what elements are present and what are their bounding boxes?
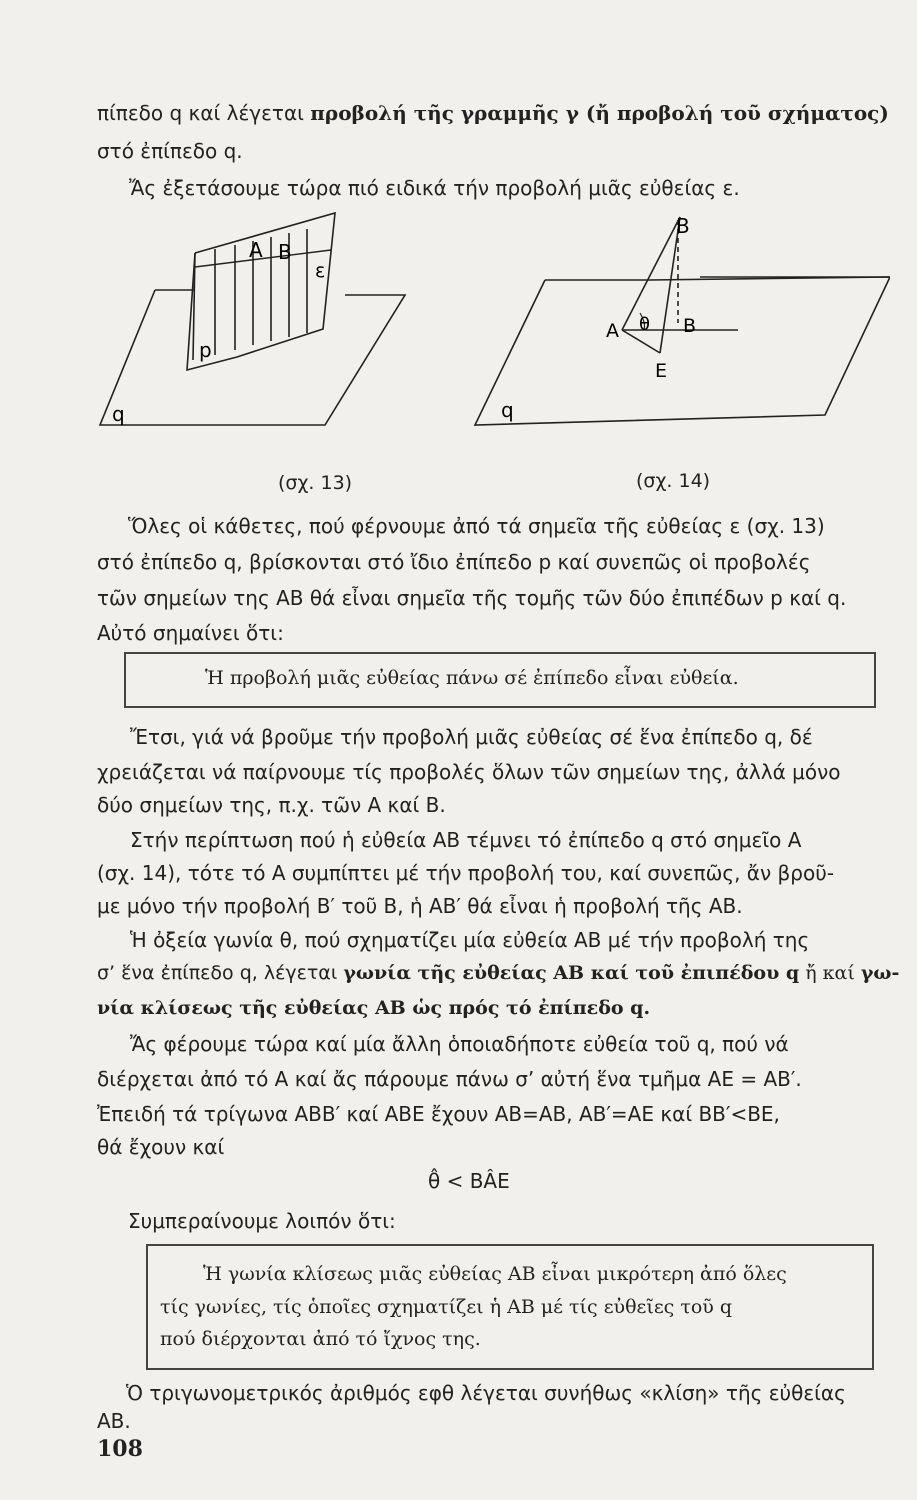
- text-line: διέρχεται ἀπό τό Α καί ἄς πάρουμε πάνω σ’ αὐτή ἕνα τμῆμα ΑΕ = ΑΒ′.: [97, 1067, 802, 1091]
- definition-text: Ἡ προβολή μιᾶς εὐθείας πάνω σέ ἐπίπεδο εἶναι εὐθεία.: [205, 667, 739, 689]
- label-A: A: [249, 238, 263, 262]
- label-p: p: [199, 338, 212, 362]
- figure-14: [470, 205, 890, 440]
- term-projection: προβολή τῆς γραμμῆς γ (ἤ προβολή τοῦ σχήματος): [310, 101, 889, 125]
- text-line: [97, 960, 899, 986]
- inequality-formula: θ̂ < ΒÂΕ: [428, 1169, 510, 1193]
- text-run: γω-: [860, 962, 900, 984]
- plane-q-outline: [475, 277, 890, 425]
- text-line: δύο σημείων της, π.χ. τῶν Α καί Β.: [97, 793, 446, 817]
- label-epsilon: ε: [315, 260, 326, 282]
- figure-14-caption: (σχ. 14): [636, 470, 711, 492]
- term-angle-line-plane: γωνία τῆς εὐθείας ΑΒ καί τοῦ ἐπιπέδου q: [343, 962, 800, 984]
- text-line: θά ἔχουν καί: [97, 1135, 225, 1159]
- text-line: Ἄς ἐξετάσουμε τώρα πιό ειδικά τήν προβολή μιᾶς εὐθείας ε.: [129, 176, 740, 200]
- text-line: [97, 100, 889, 126]
- text-line: στό ἐπίπεδο q, βρίσκονται στό ἴδιο ἐπίπεδο p καί συνεπῶς οἱ προβολές: [97, 550, 811, 574]
- theorem-text-line: Ἡ γωνία κλίσεως μιᾶς εὐθείας ΑΒ εἶναι μικρότερη ἀπό ὅλες: [203, 1263, 787, 1285]
- text-line: Ὁ τριγωνομετρικός ἀριθμός εφθ λέγεται συνήθως «κλίση» τῆς εὐθείας: [126, 1381, 846, 1405]
- text-line: Ἡ ὀξεία γωνία θ, πού σχηματίζει μία εὐθεία ΑΒ μέ τήν προβολή της: [130, 928, 810, 952]
- label-q: q: [501, 398, 514, 422]
- text-line: ΑΒ.: [97, 1409, 131, 1433]
- term-angle-of-inclination: νία κλίσεως τῆς εὐθείας ΑΒ ὡς πρός τό ἐπίπεδο q.: [97, 997, 651, 1019]
- text-line: με μόνο τήν προβολή Β′ τοῦ Β, ἡ ΑΒ′ θά εἶναι ἡ προβολή τῆς ΑΒ.: [97, 894, 743, 918]
- label-Bprime: B: [683, 315, 697, 337]
- label-A: A: [606, 320, 619, 342]
- figure-13: [95, 205, 425, 445]
- label-B: B: [676, 214, 690, 238]
- text-run: πίπεδο q καί λέγεται: [97, 101, 311, 125]
- text-line: στό ἐπίπεδο q.: [97, 139, 243, 163]
- label-q: q: [112, 402, 125, 426]
- label-E: E: [655, 360, 668, 382]
- text-line: χρειάζεται νά παίρνουμε τίς προβολές ὅλων τῶν σημείων της, ἀλλά μόνο: [97, 760, 841, 784]
- page-number: 108: [97, 1436, 143, 1462]
- text-run: ἤ καί: [799, 962, 861, 984]
- text-line: (σχ. 14), τότε τό Α συμπίπτει μέ τήν προβολή του, καί συνεπῶς, ἄν βροῦ-: [97, 861, 834, 885]
- text-line: Στήν περίπτωση πού ἡ εὐθεία ΑΒ τέμνει τό ἐπίπεδο q στό σημεῖο Α: [130, 828, 802, 852]
- theorem-text-line: πού διέρχονται ἀπό τό ἴχνος της.: [160, 1328, 481, 1350]
- text-line: Συμπεραίνουμε λοιπόν ὅτι:: [128, 1209, 396, 1233]
- label-B: B: [278, 240, 292, 264]
- theorem-text-line: τίς γωνίες, τίς ὁποῖες σχηματίζει ἡ ΑΒ μέ τίς εὐθεῖες τοῦ q: [160, 1296, 733, 1318]
- figure-13-caption: (σχ. 13): [278, 472, 353, 494]
- text-line: Ἔτσι, γιά νά βροῦμε τήν προβολή μιᾶς εὐθείας σέ ἕνα ἐπίπεδο q, δέ: [130, 725, 813, 749]
- text-line: Ἐπειδή τά τρίγωνα ΑΒΒ′ καί ΑΒΕ ἔχουν ΑΒ=ΑΒ, ΑΒ′=ΑΕ καί ΒΒ′<ΒΕ,: [97, 1102, 780, 1126]
- text-run: σ’ ἕνα ἐπίπεδο q, λέγεται: [97, 962, 344, 984]
- text-line: Ἄς φέρουμε τώρα καί μία ἄλλη ὁποιαδήποτε εὐθεία τοῦ q, πού νά: [130, 1032, 789, 1056]
- text-line: Αὐτό σημαίνει ὅτι:: [97, 621, 284, 645]
- text-line: Ὅλες οἱ κάθετες, πού φέρνουμε ἀπό τά σημεῖα τῆς εὐθείας ε (σχ. 13): [128, 514, 825, 538]
- text-line: τῶν σημείων της ΑΒ θά εἶναι σημεῖα τῆς τομῆς τῶν δύο ἐπιπέδων p καί q.: [97, 586, 847, 610]
- label-theta: θ: [639, 314, 651, 335]
